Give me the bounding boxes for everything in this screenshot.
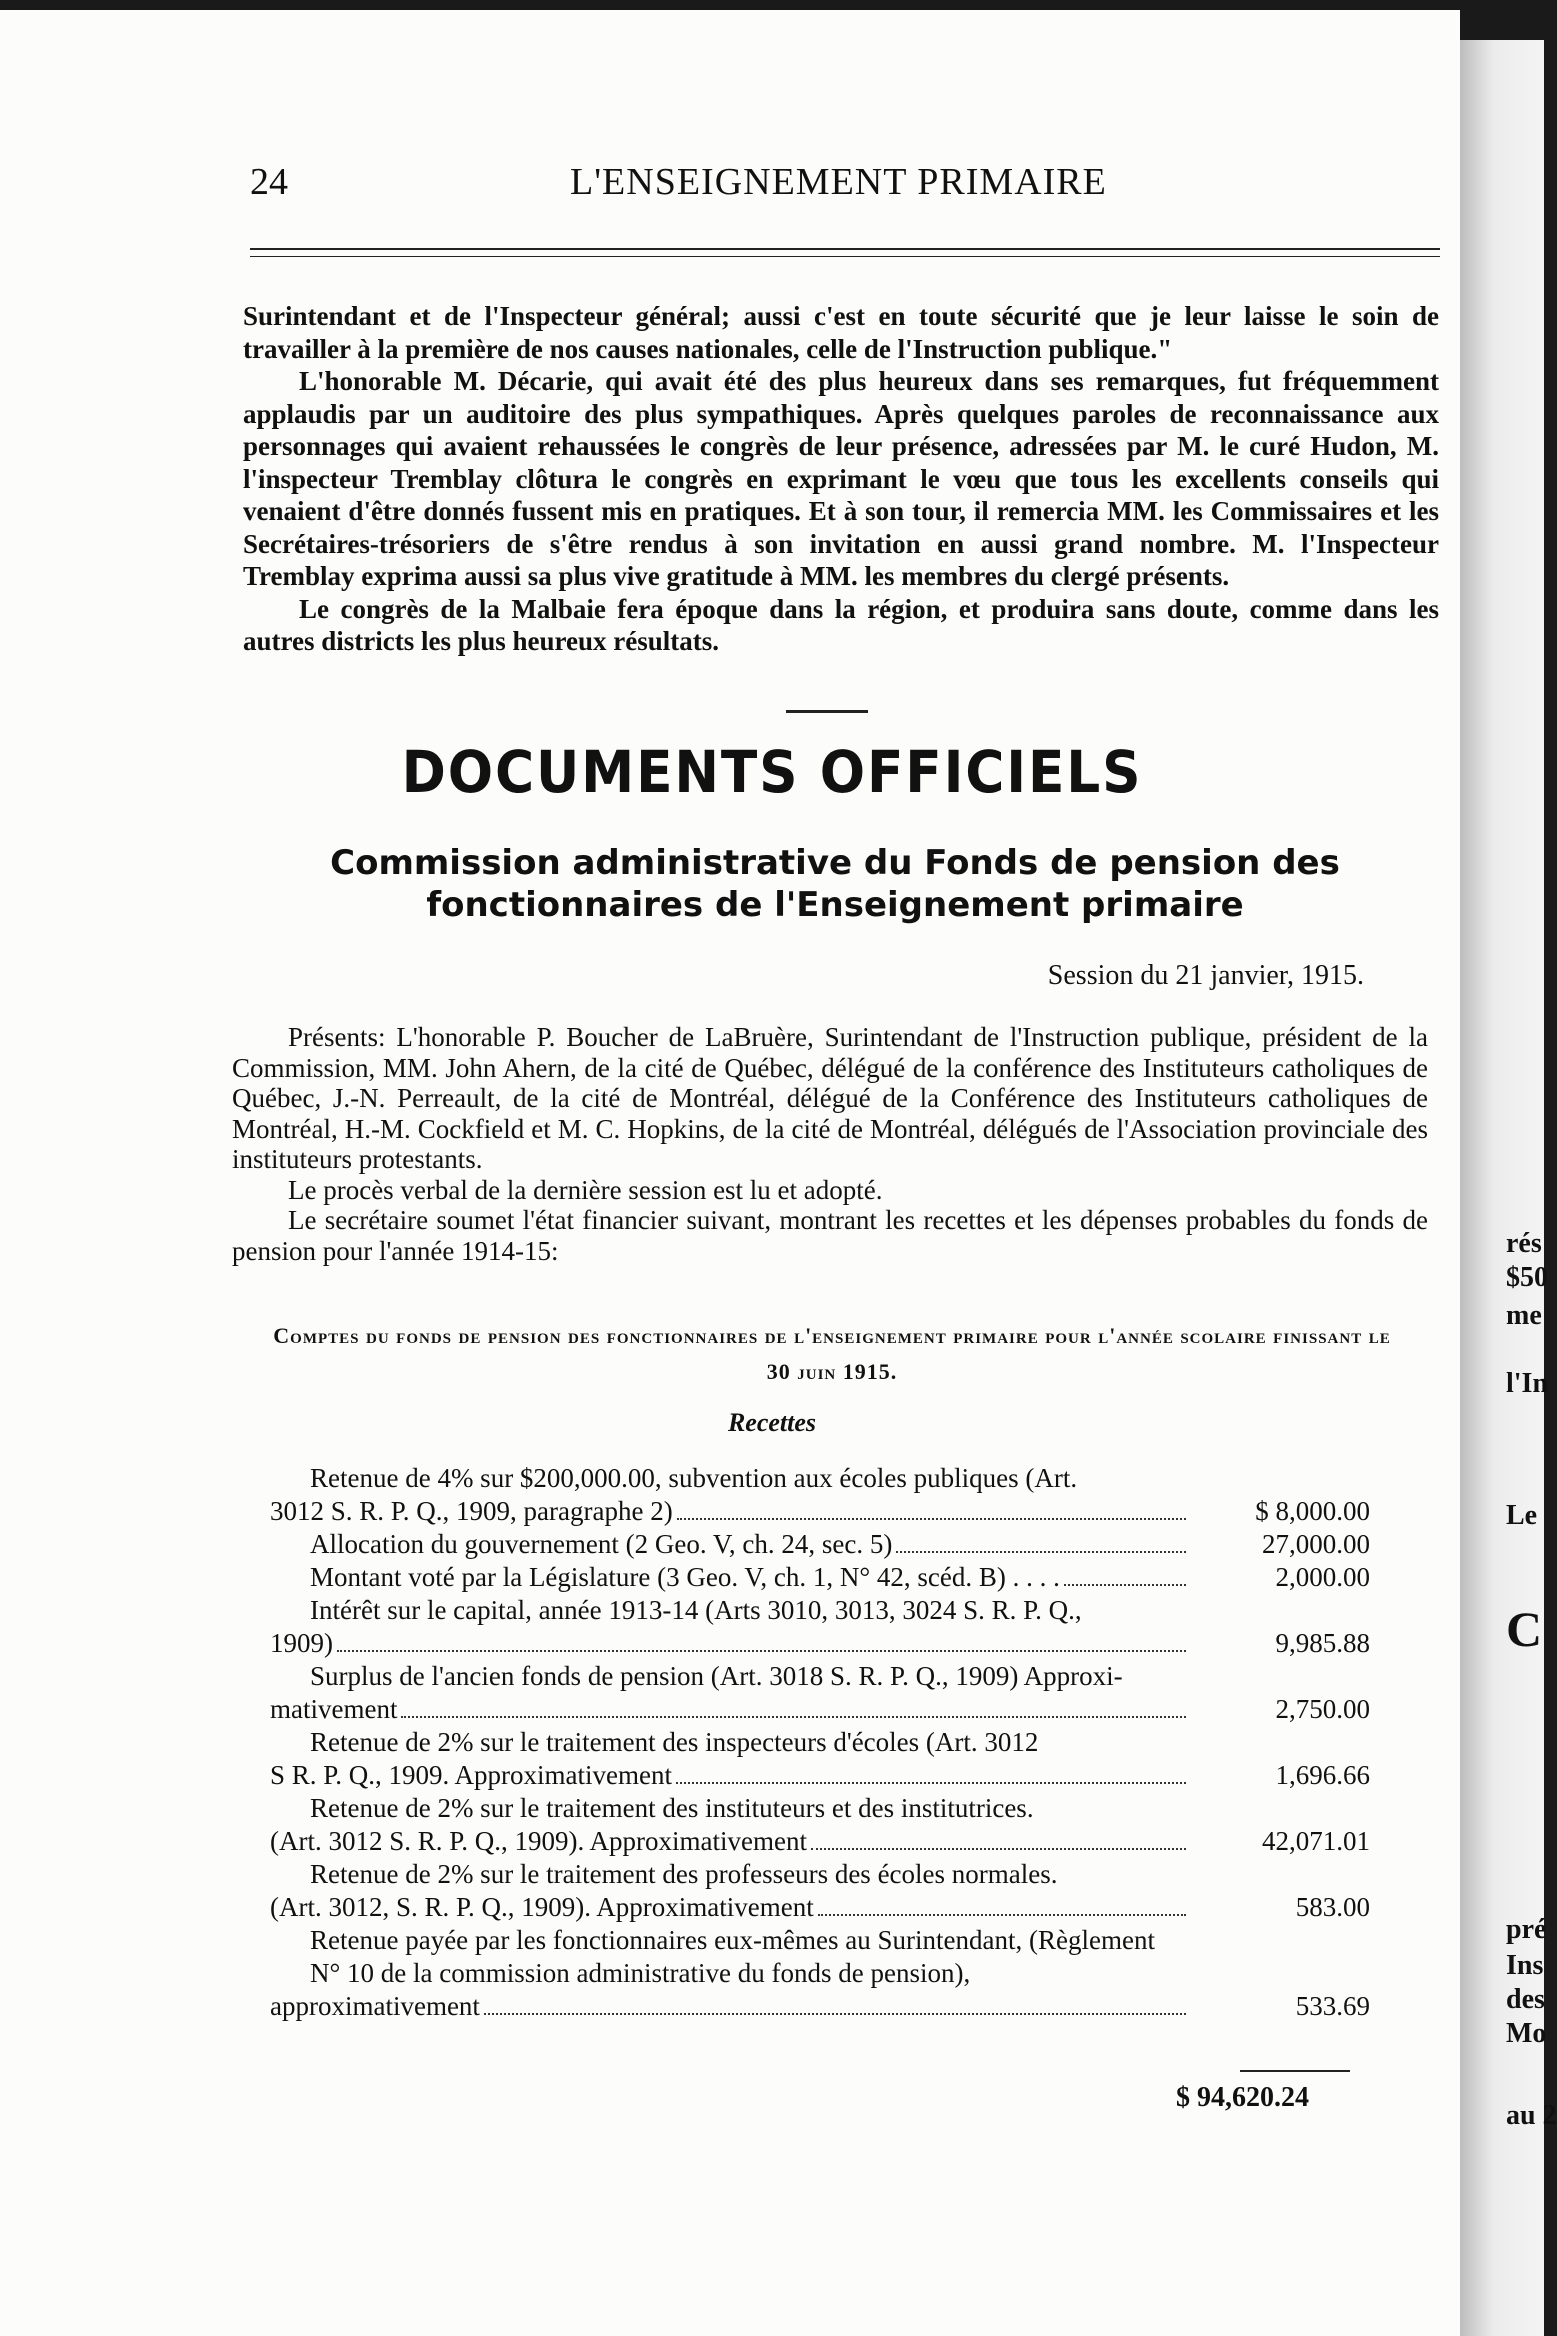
paragraph: Le secrétaire soumet l'état financier suivant, montrant les recettes et les dépenses probables du fonds de pension pour l'année 1914-15:	[232, 1205, 1428, 1266]
receipt-item	[270, 1792, 1370, 1858]
document-page	[0, 10, 1460, 2336]
adjacent-page-fragment: Mo	[1506, 2018, 1547, 2049]
receipts-heading: Recettes	[727, 1408, 817, 1437]
leader-dots	[677, 1495, 1186, 1520]
leader-dots	[337, 1627, 1186, 1652]
receipt-description: Retenue de 2% sur le traitement des inspecteurs d'écoles (Art. 3012	[310, 1727, 1039, 1757]
receipt-description: Retenue payée par les fonctionnaires eux-mêmes au Surintendant, (Règlement N° 10 de la commission administrative du fonds de pension),	[310, 1925, 1155, 1988]
receipt-description: Retenue de 4% sur $200,000.00, subvention aux écoles publiques (Art.	[310, 1463, 1078, 1493]
header-rule	[250, 248, 1440, 250]
adjacent-page-fragment: au 2	[1506, 2100, 1557, 2131]
adjacent-page-fragment: C	[1506, 1601, 1543, 1657]
receipt-item	[270, 1462, 1370, 1528]
accounts-title: Comptes du fonds de pension des fonctionnaires de l'enseignement primaire pour l'année scolaire finissant le 30 juin 1915.	[273, 1323, 1391, 1384]
adjacent-page-fragment: $50	[1506, 1262, 1548, 1293]
paragraph: Surintendant et de l'Inspecteur général; aussi c'est en toute sécurité que je leur laisse le soin de travailler à la première de nos causes nationales, celle de l'Instruction publique."	[243, 301, 1439, 364]
leader-dots	[811, 1825, 1186, 1850]
receipt-description-end: approximativement	[270, 1991, 480, 2021]
receipt-amount: 2,000.00	[1275, 1562, 1370, 1592]
leader-dots	[401, 1693, 1186, 1718]
leader-dots	[1064, 1561, 1186, 1586]
adjacent-page-edge	[1460, 40, 1557, 2336]
receipt-amount: 9,985.88	[1275, 1628, 1370, 1658]
running-title: L'ENSEIGNEMENT PRIMAIRE	[570, 161, 1107, 203]
leader-dots	[676, 1759, 1186, 1784]
receipt-amount: 42,071.01	[1262, 1826, 1370, 1856]
header-rule-thin	[250, 256, 1440, 257]
receipt-item	[270, 1924, 1370, 2023]
section-divider	[786, 710, 868, 713]
session-date: Session du 21 janvier, 1915.	[1047, 960, 1364, 991]
adjacent-page-fragment: des	[1506, 1984, 1545, 2015]
receipt-description-end: 3012 S. R. P. Q., 1909, paragraphe 2)	[270, 1496, 673, 1526]
leader-dots	[484, 1990, 1186, 2015]
receipt-description: Intérêt sur le capital, année 1913-14 (Arts 3010, 3013, 3024 S. R. P. Q.,	[310, 1595, 1082, 1625]
receipt-description-end: Montant voté par la Législature (3 Geo. V, ch. 1, N° 42, scéd. B) . . . .	[310, 1562, 1060, 1592]
receipt-item	[270, 1594, 1370, 1660]
receipt-amount: 583.00	[1295, 1892, 1370, 1922]
receipt-item	[270, 1528, 1370, 1561]
receipt-description-end: S R. P. Q., 1909. Approximativement	[270, 1760, 673, 1790]
receipt-description-end: Allocation du gouvernement (2 Geo. V, ch. 24, sec. 5)	[310, 1529, 893, 1559]
receipts-total: $ 94,620.24	[1176, 2082, 1309, 2113]
page-number: 24	[250, 161, 288, 203]
article-text	[243, 300, 1439, 658]
receipt-amount: 533.69	[1295, 1991, 1370, 2021]
total-rule	[1240, 2070, 1350, 2072]
adjacent-page-fragment: Le	[1506, 1500, 1538, 1531]
receipt-description-end: mativement	[270, 1694, 398, 1724]
paragraph: L'honorable M. Décarie, qui avait été des plus heureux dans ses remarques, fut fréquemment applaudis par un auditoire des plus sympathiques. Après quelques paroles de reconnaissance aux personnages qui avaient rehaussées le congrès de leur présence, adressées par M. le curé Hudon, M. l'inspecteur Tremblay clôtura le congrès en exprimant le vœu que tous les excellents conseils qui venaient d'être donnés fussent mis en pratiques. Et à son tour, il remercia MM. les Commissaires et les Secrétaires-trésoriers de s'être rendus à son invitation en aussi grand nombre. M. l'Inspecteur Tremblay exprima aussi sa plus vive gratitude à MM. les membres du clergé présents.	[243, 366, 1439, 591]
adjacent-page-fragment: me	[1506, 1300, 1542, 1331]
receipt-description: Surplus de l'ancien fonds de pension (Art. 3018 S. R. P. Q., 1909) Approxi-	[310, 1661, 1123, 1691]
paragraph: Le congrès de la Malbaie fera époque dans la région, et produira sans doute, comme dans les autres districts les plus heureux résultats.	[243, 593, 1439, 656]
receipt-description-end: (Art. 3012, S. R. P. Q., 1909). Approximativement	[270, 1892, 814, 1922]
leader-dots	[818, 1891, 1186, 1916]
minutes-text	[232, 1022, 1428, 1266]
receipts-list	[270, 1462, 1370, 2023]
receipt-description-end: (Art. 3012 S. R. P. Q., 1909). Approximativement	[270, 1826, 807, 1856]
receipt-description-end: 1909)	[270, 1628, 333, 1658]
section-title: DOCUMENTS OFFICIELS	[401, 738, 1143, 806]
leader-dots	[896, 1528, 1186, 1553]
adjacent-page-fragment: rés	[1506, 1228, 1542, 1259]
receipt-amount: 1,696.66	[1275, 1760, 1370, 1790]
receipt-item	[270, 1726, 1370, 1792]
section-subtitle: Commission administrative du Fonds de pension des fonctionnaires de l'Enseignement primaire	[330, 843, 1340, 925]
receipt-item	[270, 1660, 1370, 1726]
receipt-amount: 2,750.00	[1275, 1694, 1370, 1724]
receipt-amount: $ 8,000.00	[1255, 1496, 1370, 1526]
receipt-item	[270, 1561, 1370, 1594]
adjacent-page-fragment: pré	[1506, 1914, 1547, 1945]
adjacent-page-fragment: Ins	[1506, 1950, 1544, 1981]
adjacent-page-fragment: l'In	[1506, 1368, 1549, 1399]
paragraph: Présents: L'honorable P. Boucher de LaBruère, Surintendant de l'Instruction publique, président de la Commission, MM. John Ahern, de la cité de Québec, délégué de la conférence des Instituteurs catholiques de Québec, J.-N. Perreault, de la cité de Montréal, délégué de la Conférence des Instituteurs catholiques de Montréal, H.-M. Cockfield et M. C. Hopkins, de la cité de Montréal, délégués de l'Association provinciale des instituteurs protestants.	[232, 1022, 1428, 1174]
receipt-description: Retenue de 2% sur le traitement des instituteurs et des institutrices.	[310, 1793, 1034, 1823]
receipt-item	[270, 1858, 1370, 1924]
receipt-amount: 27,000.00	[1262, 1529, 1370, 1559]
paragraph: Le procès verbal de la dernière session est lu et adopté.	[288, 1174, 883, 1205]
receipt-description: Retenue de 2% sur le traitement des professeurs des écoles normales.	[310, 1859, 1058, 1889]
